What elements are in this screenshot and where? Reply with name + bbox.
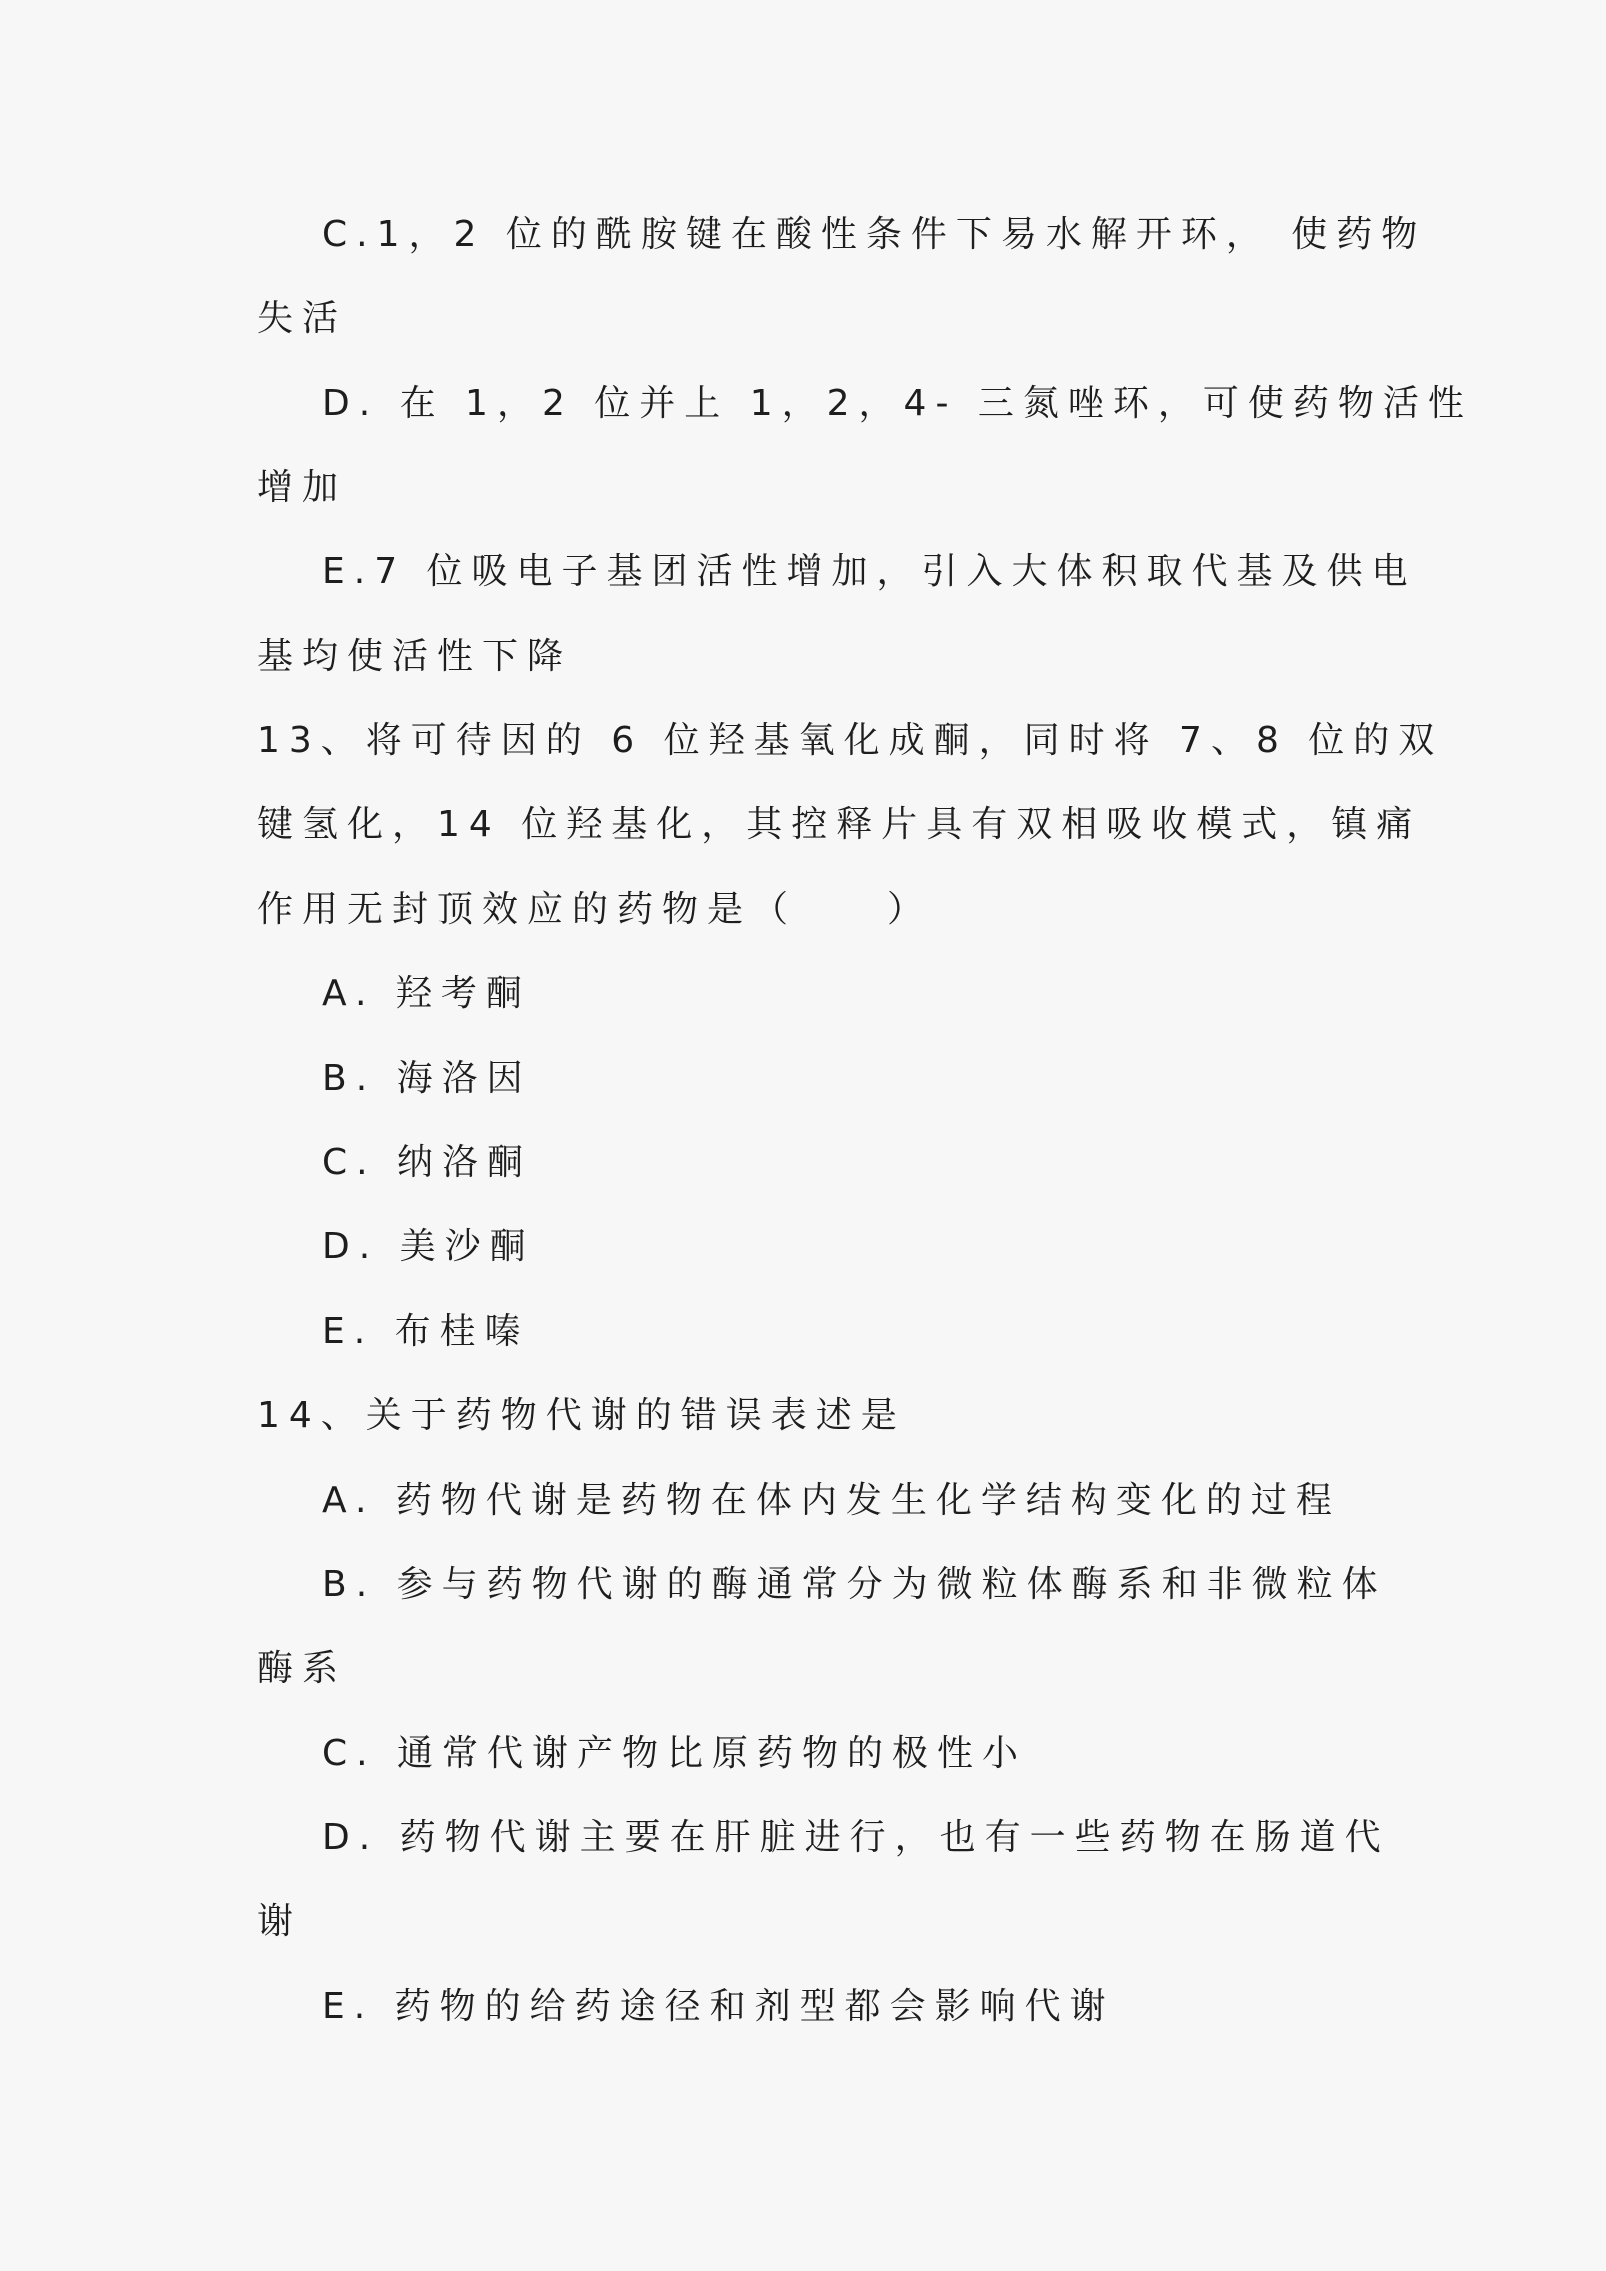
option-d-prev-line2: 增加 — [257, 467, 348, 508]
option-c-prev-line1: C.1，2 位的酰胺键在酸性条件下易水解开环， 使药物 — [322, 214, 1427, 255]
question-14-option-d-line2: 谢 — [257, 1901, 303, 1942]
option-e-prev-line2: 基均使活性下降 — [257, 636, 573, 677]
option-c-prev-line2: 失活 — [257, 298, 348, 339]
question-13-option-d: D. 美沙酮 — [322, 1226, 535, 1267]
question-14-stem: 14、关于药物代谢的错误表述是 — [257, 1395, 906, 1436]
question-13-option-a: A. 羟考酮 — [322, 973, 531, 1014]
question-13-line2: 键氢化，14 位羟基化，其控释片具有双相吸收模式，镇痛 — [257, 804, 1422, 845]
question-14-option-a: A. 药物代谢是药物在体内发生化学结构变化的过程 — [322, 1480, 1341, 1521]
question-14-option-d-line1: D. 药物代谢主要在肝脏进行，也有一些药物在肠道代 — [322, 1817, 1390, 1858]
question-13-option-c: C. 纳洛酮 — [322, 1142, 533, 1183]
question-14-option-b-line1: B. 参与药物代谢的酶通常分为微粒体酶系和非微粒体 — [322, 1564, 1387, 1605]
question-13-option-b: B. 海洛因 — [322, 1058, 532, 1099]
option-d-prev-line1: D. 在 1，2 位并上 1，2，4- 三氮唑环，可使药物活性 — [322, 383, 1473, 424]
option-e-prev-line1: E.7 位吸电子基团活性增加，引入大体积取代基及供电 — [322, 551, 1417, 592]
question-13-line1: 13、将可待因的 6 位羟基氧化成酮，同时将 7、8 位的双 — [257, 720, 1444, 761]
question-14-option-e: E. 药物的给药途径和剂型都会影响代谢 — [322, 1986, 1115, 2027]
question-14-option-c: C. 通常代谢产物比原药物的极性小 — [322, 1733, 1028, 1774]
question-13-option-e: E. 布桂嗪 — [322, 1311, 530, 1352]
question-14-option-b-line2: 酶系 — [257, 1648, 348, 1689]
question-13-line3: 作用无封顶效应的药物是（ ） — [257, 889, 933, 930]
